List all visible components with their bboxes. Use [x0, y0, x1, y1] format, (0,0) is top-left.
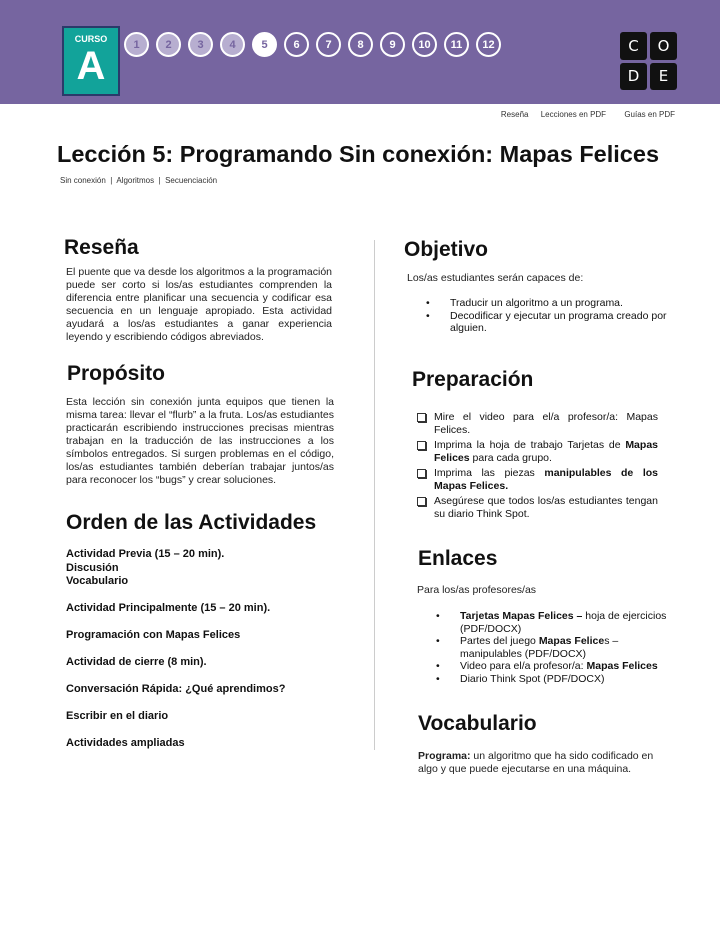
activity-spacer — [66, 589, 285, 603]
vocab-entry — [418, 750, 668, 776]
resena-heading: Reseña — [64, 236, 139, 259]
logo-letter: D — [620, 63, 647, 91]
checklist-item-text: manipulables de los Mapas Felices. — [434, 467, 658, 492]
code-logo — [620, 32, 678, 90]
vocab-definition: un algoritmo que ha sido codificado en algo y que puede ejecutarse en una máquina. — [418, 750, 654, 775]
checklist-item — [416, 411, 658, 436]
lesson-step-3[interactable]: 3 — [188, 32, 213, 57]
resource-link-text: hoja de ejercicios (PDF/DOCX) — [460, 610, 667, 635]
page-title: Lección 5: Programando Sin conexión: Mapas Felices — [57, 141, 660, 167]
objetivo-heading: Objetivo — [404, 238, 489, 261]
vocab-term: Programa: — [418, 750, 471, 762]
resource-link — [426, 610, 676, 635]
resource-link-text: Video para el/a profesor/a: — [460, 660, 587, 672]
activity-spacer — [66, 697, 285, 711]
objetivo-item: • Traducir un algoritmo a un programa. — [416, 297, 678, 310]
activity-item: Actividades ampliadas — [66, 737, 185, 749]
lesson-step-1[interactable]: 1 — [124, 32, 149, 57]
objetivo-intro: Los/as estudiantes serán capaces de: — [407, 272, 584, 284]
link-resena[interactable]: Reseña — [500, 110, 529, 119]
enlaces-heading: Enlaces — [418, 547, 498, 570]
checklist-item — [416, 439, 658, 464]
activity-item: Programación con Mapas Felices — [66, 629, 241, 641]
checklist-item-text: Imprima las piezas — [434, 467, 545, 479]
objetivo-item: • Decodificar y ejecutar un programa creado por alguien. — [416, 310, 678, 335]
column-divider — [374, 240, 375, 750]
activity-item: Actividad Principalmente (15 – 20 min). — [66, 602, 271, 614]
activity-spacer — [66, 616, 285, 630]
activity-item: Vocabulario — [66, 575, 129, 587]
objetivo-list — [416, 297, 678, 335]
checklist-item-text: Mire el video para el/a profesor/a: Mapas Felices. — [434, 411, 658, 436]
lesson-step-11[interactable]: 11 — [444, 32, 469, 57]
enlaces-intro: Para los/as profesores/as — [417, 584, 537, 596]
proposito-text: Esta lección sin conexión junta equipos que tienen la misma tarea: llevar el “flurb” a la fruta. Los/as estudiantes practicarán escribiendo instrucciones precisas mientras trabajan en la traducción de las instrucciones a los símbolos entregados. Si surgen problemas en el código, los/as estudiantes también deberían trabajar juntos/as para reconocer los “bugs” y crear soluciones. — [66, 396, 334, 486]
lesson-step-8[interactable]: 8 — [348, 32, 373, 57]
logo-letter: E — [650, 63, 677, 91]
header-banner — [0, 0, 720, 104]
resource-link — [426, 673, 676, 686]
lesson-step-2[interactable]: 2 — [156, 32, 181, 57]
activity-item: Discusión — [66, 561, 119, 574]
lesson-step-12[interactable]: 12 — [476, 32, 501, 57]
checklist-item-text: Asegúrese que todos los/as estudiantes tengan su diario Think Spot. — [434, 495, 658, 520]
checklist-item — [416, 467, 658, 492]
activity-item: Escribir en el diario — [66, 710, 169, 722]
activity-item: Actividad de cierre (8 min). — [66, 656, 207, 668]
resource-link-text: s – manipulables (PDF/DOCX) — [460, 635, 619, 660]
link-guias-pdf[interactable]: Guías en PDF — [624, 110, 675, 119]
resource-link — [426, 635, 676, 660]
resource-link-text: Partes del juego — [460, 635, 539, 647]
lesson-tags: Sin conexión | Algoritmos | Secuenciación — [60, 176, 218, 185]
resource-link — [426, 660, 676, 673]
activity-spacer — [66, 724, 285, 738]
lesson-stepper — [124, 32, 501, 57]
lesson-step-9[interactable]: 9 — [380, 32, 405, 57]
lesson-step-4[interactable]: 4 — [220, 32, 245, 57]
logo-letter: O — [650, 32, 677, 60]
activity-list — [66, 548, 285, 751]
resource-link-text: Mapas Felices — [586, 660, 658, 672]
activity-spacer — [66, 670, 285, 684]
activity-spacer — [66, 643, 285, 657]
resource-link-text: Diario Think Spot (PDF/DOCX) — [460, 672, 605, 685]
doc-links — [491, 110, 675, 119]
checklist-item — [416, 495, 658, 520]
course-label: CURSO — [74, 34, 108, 44]
lesson-step-5[interactable]: 5 — [252, 32, 277, 57]
orden-heading: Orden de las Actividades — [66, 511, 317, 534]
proposito-heading: Propósito — [67, 362, 165, 385]
logo-letter: C — [620, 32, 647, 60]
lesson-step-7[interactable]: 7 — [316, 32, 341, 57]
checklist-item-text: Mapas Felices — [434, 439, 658, 464]
enlaces-list — [426, 610, 676, 685]
resource-link-text: Mapas Felice — [538, 635, 605, 647]
course-badge[interactable] — [62, 26, 120, 96]
course-letter: A — [76, 44, 106, 88]
preparacion-checklist — [416, 411, 658, 523]
vocabulario-heading: Vocabulario — [418, 712, 537, 735]
resource-link-text: Tarjetas Mapas Felices – — [460, 610, 583, 622]
lesson-step-10[interactable]: 10 — [412, 32, 437, 57]
activity-item: Actividad Previa (15 – 20 min). — [66, 548, 225, 560]
resena-text: El puente que va desde los algoritmos a la programación puede ser corto si los/as estudiantes comprenden la diferencia entre planificar una secuencia y codificar esa secuencia en un lenguaje apropiado. Esta actividad ayudará a los/as estudiantes a ganar experiencia leyendo y escribiendo códigos abreviados. — [66, 266, 332, 343]
preparacion-heading: Preparación — [412, 368, 534, 391]
checklist-item-text: para cada grupo. — [469, 451, 552, 464]
activity-item: Conversación Rápida: ¿Qué aprendimos? — [66, 683, 286, 695]
lesson-step-6[interactable]: 6 — [284, 32, 309, 57]
checklist-item-text: Imprima la hoja de trabajo Tarjetas de — [434, 439, 626, 451]
link-lecciones-pdf[interactable]: Lecciones en PDF — [540, 110, 607, 119]
